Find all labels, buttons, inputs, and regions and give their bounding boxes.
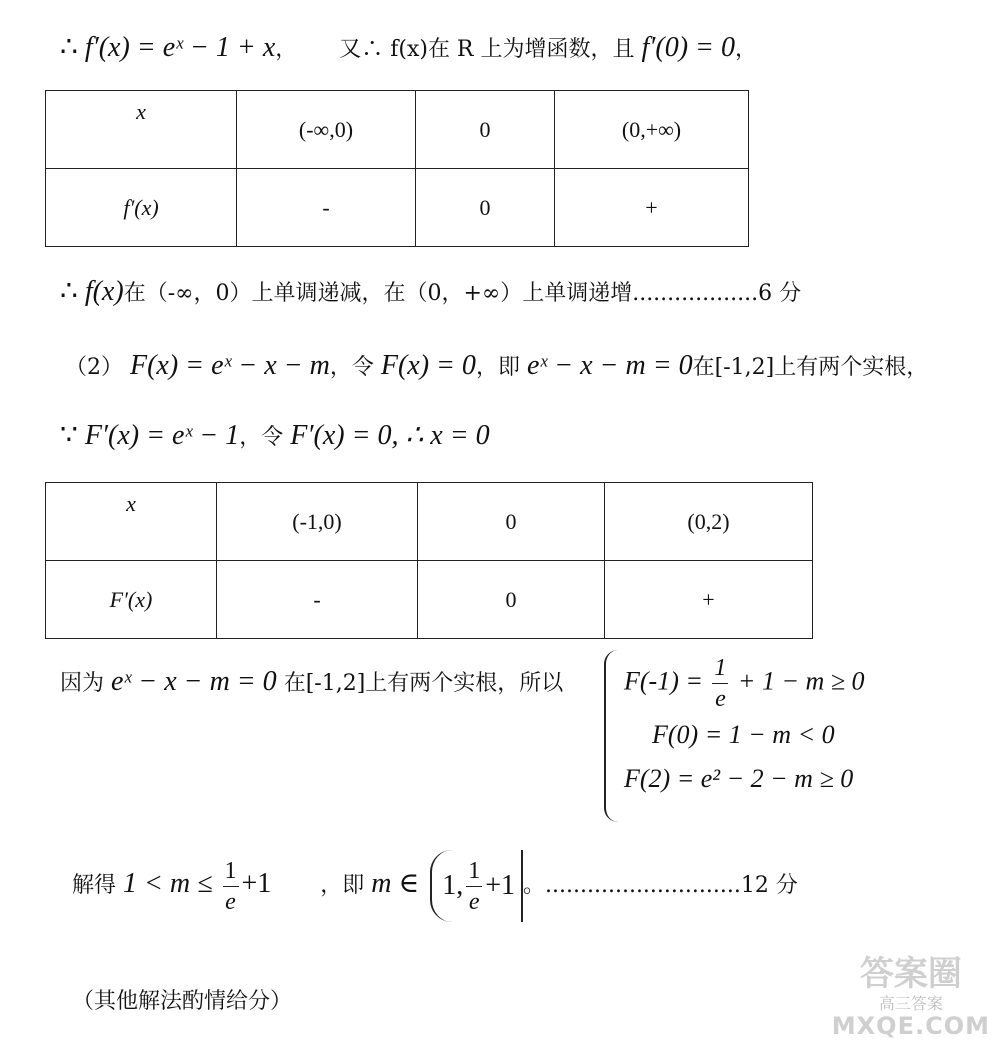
table1-sign-neg: - [237,169,416,247]
score-6: 6 分 [758,281,802,306]
table2-x-header: x [46,483,217,561]
system-brace [604,650,620,822]
table2-Fprime-header: F′(x) [46,561,217,639]
table2-sign-neg: - [217,561,418,639]
F-prime-zero: F′(x) = 0, ∴ x = 0 [290,420,490,451]
line-derivative: ∴ f′(x) = eˣ − 1 + x， 又∴ f(x)在 R 上为增函数，且 f′(0) = 0， [60,32,757,63]
derivative-formula: f′(x) = eˣ − 1 + x [84,32,276,63]
equation-m-2: eˣ − x − m = 0 [111,666,277,697]
table1-col-neg: (-∞,0) [237,91,416,169]
score-12: 12 分 [740,873,798,898]
sign-table-1 [45,90,749,247]
two-roots-text: 在[-1,2]上有两个实根， [692,355,929,380]
solution-inequality: 1 < m ≤ [123,868,213,899]
table1-sign-pos: + [555,169,749,247]
table1-fprime-header: f′(x) [46,169,237,247]
line-part2: （2） F(x) = eˣ − x − m，令 F(x) = 0，即 eˣ − x − m = 0在[-1,2]上有两个实根， [65,350,929,381]
fraction-one-over-e-2: $\frac{1}{e}$ [224,857,237,915]
table1-col-pos: (0,+∞) [555,91,749,169]
condition-F-0: F(0) = 1 − m < 0 [652,720,835,749]
part2-label: （2） [65,355,123,380]
condition-F-neg1: F(-1) = $\frac{1}{e}$ + 1 − m ≥ 0 [624,655,865,712]
increasing-statement: 又∴ f(x)在 R 上为增函数，且 [339,37,635,62]
F-definition: F(x) = eˣ − x − m [130,350,330,381]
watermark-logo [831,954,990,1040]
because-symbol: ∵ [60,420,78,451]
F-zero: F(x) = 0 [380,350,476,381]
fx-symbol: f(x) [84,276,124,307]
table1-x-header: x [46,91,237,169]
therefore-symbol: ∴ [60,32,78,63]
table2-sign-pos: + [605,561,813,639]
table1-col-zero: 0 [416,91,555,169]
grading-note: （其他解法酌情给分） [72,989,293,1014]
table2-sign-zero: 0 [418,561,605,639]
line-solution: 解得 1 < m ≤ $\frac{1}{e}$ +1 ，即 m ∈ 1, $\frac{1}{e}$ +1 。............................12 分 [72,850,798,922]
table2-col-neg: (-1,0) [217,483,418,561]
condition-F-2: F(2) = e² − 2 − m ≥ 0 [624,764,854,793]
line-monotonicity: ∴ f(x)在（-∞，0）上单调递减，在（0，+∞）上单调递增..................6 分 [60,276,802,307]
score-dots-12: ............................ [545,873,741,898]
table2-col-zero: 0 [418,483,605,561]
sign-table-2 [45,482,813,639]
table1-sign-zero: 0 [416,169,555,247]
equation-m: eˣ − x − m = 0 [526,350,693,381]
line-conditions: 因为 eˣ − x − m = 0 在[-1,2]上有两个实根，所以 [60,666,564,697]
result-interval: 1, $\frac{1}{e}$ +1 [430,850,523,922]
f-prime-zero: f′(0) = 0 [641,32,735,63]
watermark-site: MXQE.COM [831,1012,990,1040]
table2-col-pos: (0,2) [605,483,813,561]
watermark-brand: 答案圈 [859,954,962,994]
m-in-symbol: m ∈ [371,868,420,899]
F-prime-formula: F′(x) = eˣ − 1 [84,420,240,451]
watermark-caption: 高三答案 [878,994,943,1013]
monotonic-text: 在（-∞，0）上单调递减，在（0，+∞）上单调递增 [123,281,633,306]
line-F-derivative: ∵ F′(x) = eˣ − 1，令 F′(x) = 0, ∴ x = 0 [60,420,490,451]
score-dots: .................. [632,281,759,306]
fraction-one-over-e: $\frac{1}{e}$ [714,655,727,712]
